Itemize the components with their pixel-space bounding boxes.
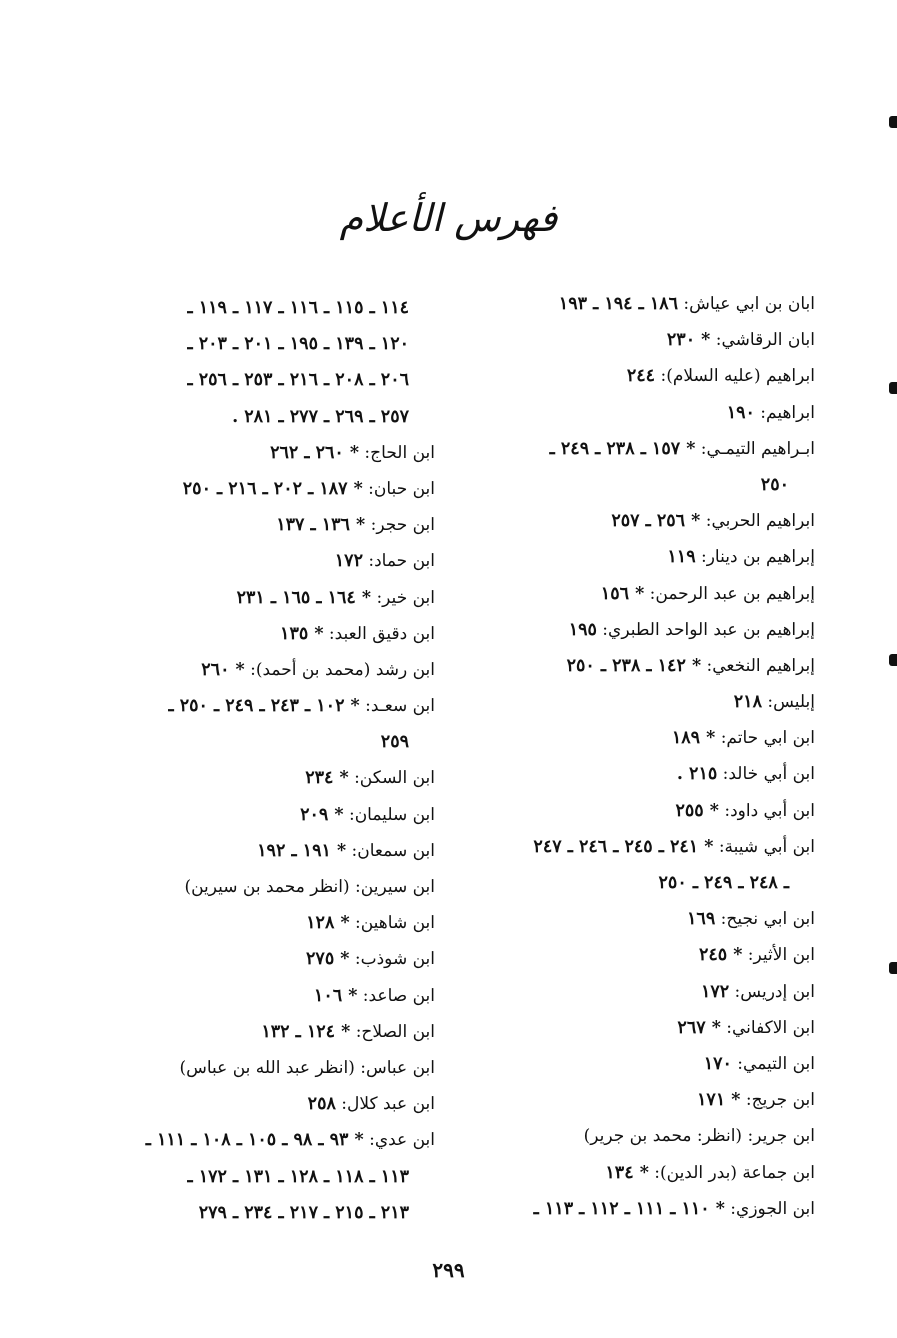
index-entry bbox=[470, 358, 815, 394]
entry-name: ابن جريج: bbox=[740, 1090, 815, 1111]
entry-page-refs: * ١٢٨ bbox=[306, 913, 350, 934]
index-entry bbox=[470, 648, 815, 684]
entry-page-refs: ١٨٦ ـ ١٩٤ ـ ١٩٣ bbox=[558, 294, 679, 314]
entry-page-refs: * ١٧١ bbox=[697, 1090, 741, 1111]
index-entry bbox=[470, 612, 815, 648]
index-entry bbox=[95, 833, 435, 869]
entry-name: ابن حجر: bbox=[365, 515, 435, 536]
index-entry bbox=[95, 978, 435, 1014]
entry-page-refs: * ١١٠ ـ ١١١ ـ ١١٢ ـ ١١٣ ـ bbox=[533, 1198, 725, 1219]
index-entry bbox=[95, 1014, 435, 1050]
entry-page-refs: ١٧٢ bbox=[700, 981, 730, 1002]
index-entry bbox=[95, 616, 435, 652]
entry-page-refs: ١٩٥ bbox=[568, 619, 597, 640]
index-entry bbox=[95, 1050, 435, 1086]
index-entry bbox=[470, 1082, 815, 1118]
entry-name: ابراهيم الحربي: bbox=[700, 511, 815, 532]
index-entry bbox=[470, 1155, 815, 1191]
edge-mark bbox=[889, 116, 897, 128]
index-entry bbox=[95, 1122, 435, 1158]
index-entry bbox=[95, 760, 435, 796]
index-entry bbox=[95, 580, 435, 616]
index-entry bbox=[95, 905, 435, 941]
index-entry bbox=[470, 720, 815, 756]
entry-page-refs: * ١٣٦ ـ ١٣٧ bbox=[276, 515, 366, 536]
entry-name: ابن سمعان: bbox=[346, 840, 435, 861]
entry-name: ابن السكن: bbox=[348, 768, 435, 789]
entry-page-refs: ١٩٠ bbox=[726, 402, 755, 423]
entry-name: ابراهيم (عليه السلام): bbox=[655, 366, 815, 387]
entry-page-refs: * ١٥٦ bbox=[600, 583, 645, 604]
index-entry bbox=[95, 362, 435, 398]
index-entry bbox=[95, 435, 435, 471]
index-entry bbox=[470, 539, 815, 575]
entry-page-refs: * ٢٤٥ bbox=[698, 945, 743, 966]
index-entry bbox=[470, 286, 815, 322]
index-column-right bbox=[470, 286, 815, 1227]
index-entry bbox=[470, 1118, 815, 1154]
entry-name: إبراهيم بن دينار: bbox=[695, 547, 815, 568]
entry-page-refs: * ٢٠٩ bbox=[300, 804, 344, 825]
index-entry bbox=[95, 1159, 435, 1195]
index-entry bbox=[470, 322, 815, 358]
entry-page-refs: ٢١٨ bbox=[733, 692, 762, 713]
index-entry bbox=[470, 937, 815, 973]
entry-name: ابن جماعة (بدر الدين): bbox=[648, 1162, 815, 1183]
index-entry bbox=[470, 503, 815, 539]
entry-page-refs: ٢٠٦ ـ ٢٠٨ ـ ٢١٦ ـ ٢٥٣ ـ ٢٥٦ ـ bbox=[187, 370, 409, 391]
entry-page-refs: * ١٠٦ bbox=[313, 985, 358, 1006]
entry-name: ابن أبي خالد: bbox=[717, 764, 815, 785]
index-entry bbox=[95, 507, 435, 543]
entry-name: ابن شاهين: bbox=[349, 913, 435, 934]
edge-mark bbox=[889, 382, 897, 394]
index-entry bbox=[470, 901, 815, 937]
entry-page-refs: ١٧٠ bbox=[703, 1053, 732, 1074]
page-title: فهرس الأعلام bbox=[339, 196, 558, 240]
entry-page-refs: * ٢٤١ ـ ٢٤٥ ـ ٢٤٦ ـ ٢٤٧ bbox=[533, 836, 714, 857]
entry-name: ابن سليمان: bbox=[343, 804, 435, 825]
entry-page-refs: ٢٥٠ bbox=[760, 474, 789, 495]
entry-name: ابراهيم: bbox=[754, 402, 815, 423]
entry-name: ابن التيمي: bbox=[731, 1053, 815, 1074]
index-entry bbox=[95, 797, 435, 833]
index-entry bbox=[95, 688, 435, 724]
entry-page-refs: * ١٣٤ bbox=[605, 1162, 649, 1183]
index-entry bbox=[95, 290, 435, 326]
index-entry bbox=[95, 326, 435, 362]
entry-page-refs: * ٢٧٥ bbox=[306, 949, 350, 970]
entry-page-refs: ٢٥٩ bbox=[380, 732, 409, 753]
index-entry bbox=[95, 652, 435, 688]
entry-name: إبراهيم النخعي: bbox=[701, 655, 815, 676]
entry-name: ابن الجوزي: bbox=[724, 1198, 815, 1219]
entry-name: ابن شوذب: bbox=[349, 949, 435, 970]
entry-page-refs: * ١٥٧ ـ ٢٣٨ ـ ٢٤٩ ـ bbox=[549, 438, 696, 459]
entry-name: إبراهيم بن عبد الرحمن: bbox=[644, 583, 815, 604]
edge-mark bbox=[889, 962, 897, 974]
index-entry bbox=[470, 395, 815, 431]
entry-page-refs: ١١٤ ـ ١١٥ ـ ١١٦ ـ ١١٧ ـ ١١٩ ـ bbox=[187, 298, 409, 318]
entry-name: إبليس: bbox=[761, 692, 815, 713]
entry-page-refs: * ١٤٢ ـ ٢٣٨ ـ ٢٥٠ bbox=[566, 655, 702, 676]
entry-name: ابن إدريس: bbox=[729, 981, 815, 1002]
index-entry bbox=[470, 865, 815, 901]
entry-page-refs: ٢٤٤ bbox=[626, 366, 656, 387]
entry-page-refs: * ١٣٥ bbox=[280, 623, 324, 644]
index-entry bbox=[95, 941, 435, 977]
entry-page-refs: * ١٠٢ ـ ٢٤٣ ـ ٢٤٩ ـ ٢٥٠ ـ bbox=[168, 696, 360, 717]
entry-name: ابن خير: bbox=[371, 587, 435, 608]
index-entry bbox=[95, 1195, 435, 1231]
entry-name: ابن الحاج: bbox=[359, 442, 435, 463]
entry-page-refs: ١٦٩ bbox=[687, 909, 716, 930]
entry-name: ابن حبان: bbox=[362, 478, 435, 499]
entry-page-refs: * ٢٦٠ bbox=[201, 659, 245, 680]
edge-mark bbox=[889, 654, 897, 666]
entry-name: ابن صاعد: bbox=[357, 985, 435, 1006]
entry-page-refs: * ١٩١ ـ ١٩٢ bbox=[257, 840, 347, 861]
entry-page-refs: ٢١٥ . bbox=[676, 764, 718, 785]
index-entry bbox=[95, 543, 435, 579]
entry-name: ابـراهيم التيمـي: bbox=[695, 438, 815, 459]
index-entry bbox=[470, 829, 815, 865]
index-entry bbox=[95, 724, 435, 760]
entry-page-refs: * ١٨٧ ـ ٢٠٢ ـ ٢١٦ ـ ٢٥٠ bbox=[182, 478, 363, 499]
entry-page-refs: * ٢٦٧ bbox=[677, 1017, 721, 1038]
index-entry bbox=[470, 974, 815, 1010]
entry-page-refs: ١٧٢ bbox=[334, 551, 363, 572]
entry-name: ابن دقيق العبد: bbox=[323, 623, 435, 644]
entry-page-refs: ـ ٢٤٨ ـ ٢٤٩ ـ ٢٥٠ bbox=[658, 873, 789, 893]
entry-name: ابن سعـد: bbox=[359, 696, 435, 717]
entry-page-refs: * ١٦٤ ـ ١٦٥ ـ ٢٣١ bbox=[236, 587, 372, 608]
entry-page-refs: * ٢٥٦ ـ ٢٥٧ bbox=[611, 511, 701, 532]
entry-name: ابن ابي حاتم: bbox=[715, 728, 815, 749]
entry-name: ابن عباس: (انظر عبد الله بن عباس) bbox=[179, 1057, 435, 1078]
index-entry bbox=[95, 399, 435, 435]
entry-page-refs: * ١٨٩ bbox=[671, 728, 716, 749]
entry-page-refs: * ٢٣٠ bbox=[666, 330, 711, 351]
entry-name: ابن جرير: (انظر: محمد بن جرير) bbox=[583, 1126, 815, 1147]
entry-page-refs: * ٢٣٤ bbox=[305, 768, 349, 789]
entry-page-refs: ١١٣ ـ ١١٨ ـ ١٢٨ ـ ١٣١ ـ ١٧٢ ـ bbox=[187, 1166, 409, 1187]
index-entry bbox=[470, 1046, 815, 1082]
index-column-left bbox=[95, 290, 435, 1231]
index-entry bbox=[470, 576, 815, 612]
index-entry bbox=[470, 1191, 815, 1227]
index-entry bbox=[470, 793, 815, 829]
entry-page-refs: * ١٢٤ ـ ١٣٢ bbox=[261, 1021, 351, 1042]
entry-page-refs: ٢٥٨ bbox=[307, 1094, 336, 1115]
entry-name: إبراهيم بن عبد الواحد الطبري: bbox=[596, 619, 815, 640]
entry-name: ابن حماد: bbox=[362, 551, 435, 572]
entry-name: ابان بن ابي عياش: bbox=[678, 294, 815, 314]
entry-name: ابن أبي داود: bbox=[718, 800, 815, 821]
entry-page-refs: * ٢٦٠ ـ ٢٦٢ bbox=[270, 442, 360, 463]
entry-name: ابن ابي نجيح: bbox=[715, 909, 815, 930]
index-entry bbox=[470, 431, 815, 467]
entry-name: ابن سيرين: (انظر محمد بن سيرين) bbox=[184, 877, 435, 897]
entry-name: ابن رشد (محمد بن أحمد): bbox=[244, 659, 435, 680]
entry-page-refs: ٢٥٧ ـ ٢٦٩ ـ ٢٧٧ ـ ٢٨١ . bbox=[232, 406, 409, 427]
entry-page-refs: ١١٩ bbox=[667, 547, 696, 568]
entry-name: ابن أبي شيبة: bbox=[713, 836, 815, 857]
entry-page-refs: * ٩٣ ـ ٩٨ ـ ١٠٥ ـ ١٠٨ ـ ١١١ ـ bbox=[145, 1130, 364, 1151]
index-entry bbox=[470, 756, 815, 792]
index-entry bbox=[470, 1010, 815, 1046]
index-entry bbox=[95, 471, 435, 507]
entry-name: ابن الأثير: bbox=[742, 945, 815, 966]
index-entry bbox=[95, 869, 435, 905]
entry-page-refs: * ٢٥٥ bbox=[675, 800, 719, 821]
entry-name: ابن الاكفاني: bbox=[720, 1017, 815, 1038]
entry-name: ابان الرقاشي: bbox=[710, 330, 815, 351]
index-entry bbox=[470, 467, 815, 503]
entry-name: ابن الصلاح: bbox=[350, 1021, 435, 1042]
entry-page-refs: ٢١٣ ـ ٢١٥ ـ ٢١٧ ـ ٢٣٤ ـ ٢٧٩ bbox=[198, 1202, 409, 1223]
index-entry bbox=[95, 1086, 435, 1122]
index-entry bbox=[470, 684, 815, 720]
entry-name: ابن عبد كلال: bbox=[335, 1094, 435, 1115]
page-number: ٢٩٩ bbox=[432, 1258, 465, 1282]
entry-name: ابن عدي: bbox=[363, 1130, 435, 1151]
entry-page-refs: ١٢٠ ـ ١٣٩ ـ ١٩٥ ـ ٢٠١ ـ ٢٠٣ ـ bbox=[187, 334, 409, 355]
